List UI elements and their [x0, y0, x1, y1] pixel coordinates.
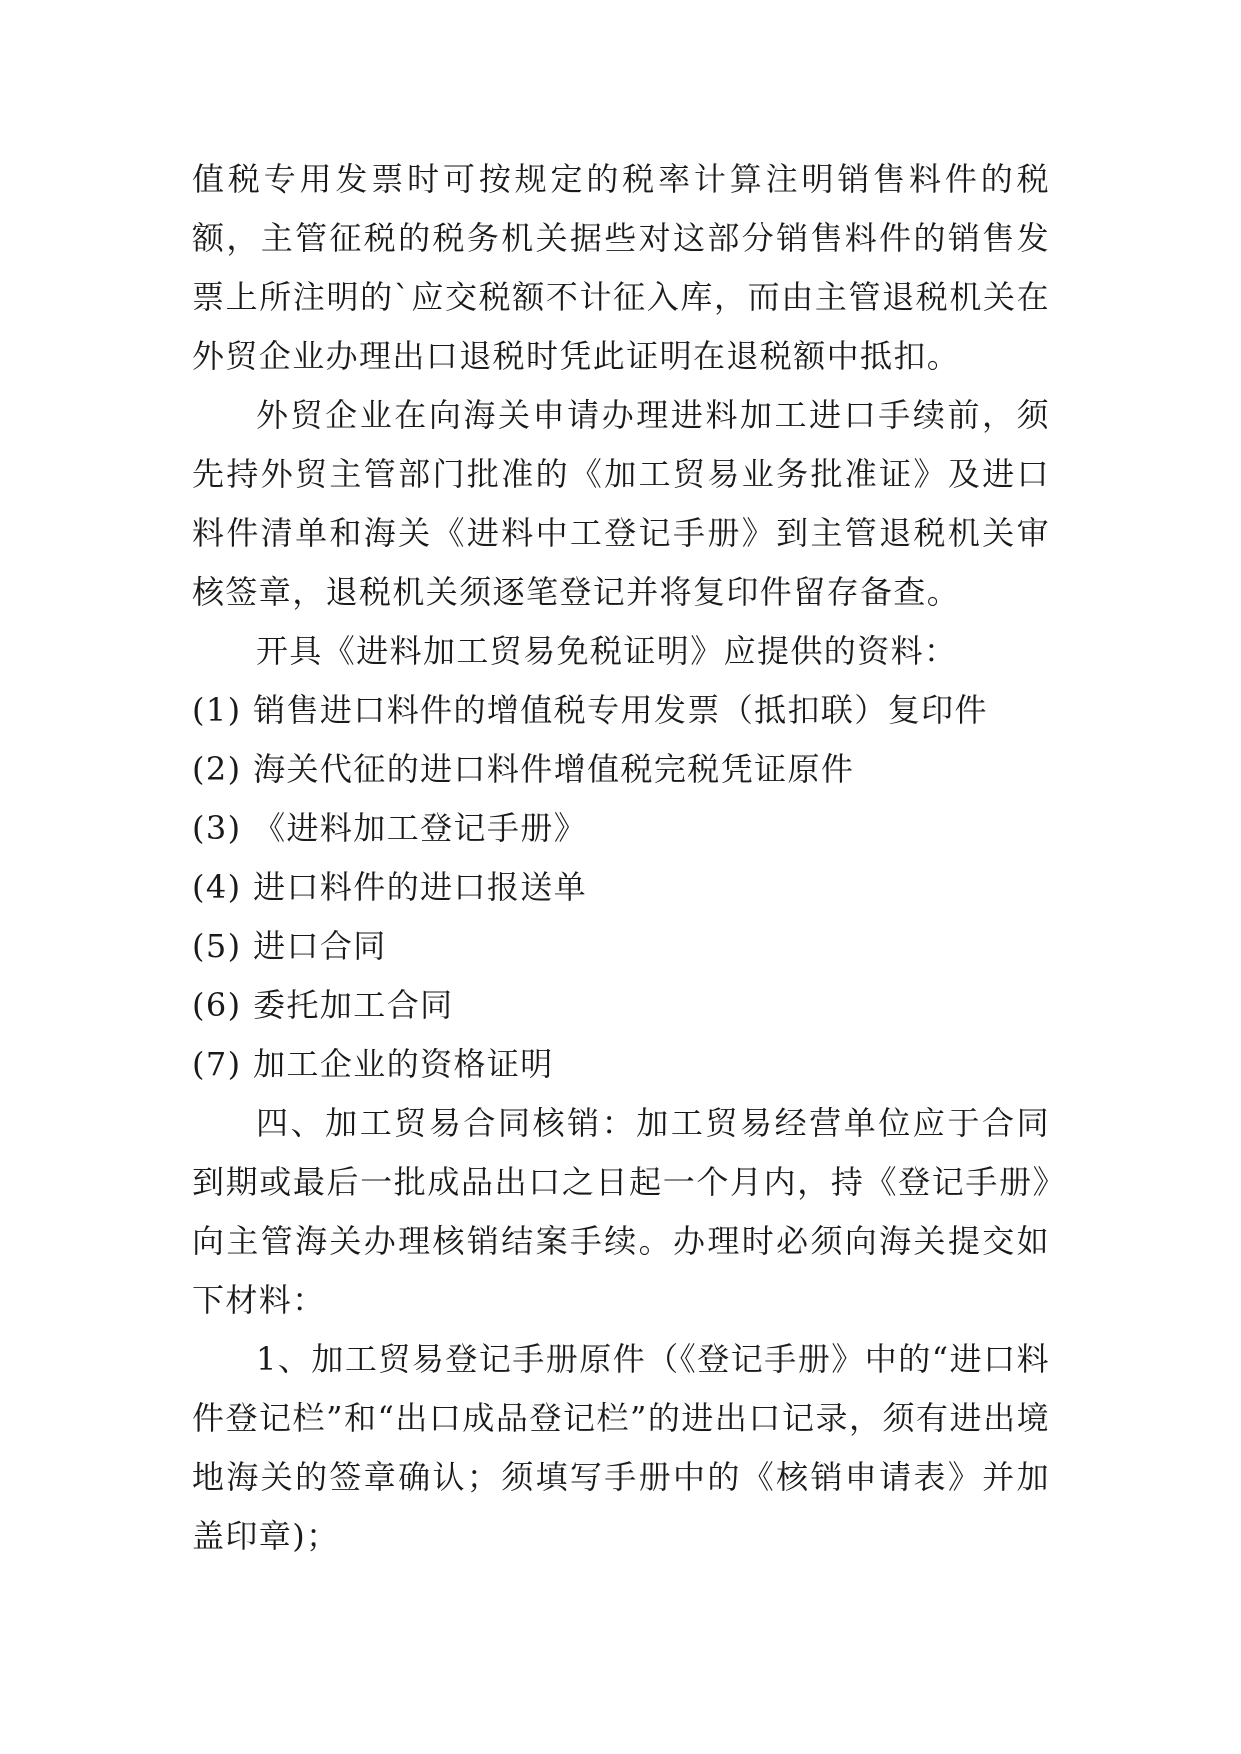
list-item: (2) 海关代征的进口料件增值税完税凭证原件 [192, 750, 855, 788]
paragraph-contract-verification: 四、加工贸易合同核销：加工贸易经营单位应于合同到期或最后一批成品出口之日起一个月内，持《登记手册》向主管海关办理核销结案手续。办理时必须向海关提交如下材料： [192, 1104, 1050, 1319]
list-item: (4) 进口料件的进口报送单 [192, 868, 588, 906]
list-item: (6) 委托加工合同 [192, 986, 454, 1024]
paragraph-materials-intro: 开具《进料加工贸易免税证明》应提供的资料： [256, 632, 958, 670]
list-item: (5) 进口合同 [192, 927, 387, 965]
list-item: (1) 销售进口料件的增值税专用发票（抵扣联）复印件 [192, 691, 988, 729]
list-item: (3) 《进料加工登记手册》 [192, 809, 588, 847]
list-item: (7) 加工企业的资格证明 [192, 1045, 554, 1083]
paragraph-handbook-original: 1、加工贸易登记手册原件（《登记手册》中的“进口料件登记栏”和“出口成品登记栏”的进出口记录，须有进出境地海关的签章确认；须填写手册中的《核销申请表》并加盖印章)； [192, 1340, 1050, 1555]
document-body [192, 150, 1050, 1566]
paragraph-continuation: 值税专用发票时可按规定的税率计算注明销售料件的税额，主管征税的税务机关据些对这部分销售料件的销售发票上所注明的`应交税额不计征入库，而由主管退税机关在外贸企业办理出口退税时凭此证明在退税额中抵扣。 [192, 160, 1050, 375]
paragraph-import-procedure: 外贸企业在向海关申请办理进料加工进口手续前，须先持外贸主管部门批准的《加工贸易业务批准证》及进口料件清单和海关《进料中工登记手册》到主管退税机关审核签章，退税机关须逐笔登记并将复印件留存备查。 [192, 396, 1050, 611]
